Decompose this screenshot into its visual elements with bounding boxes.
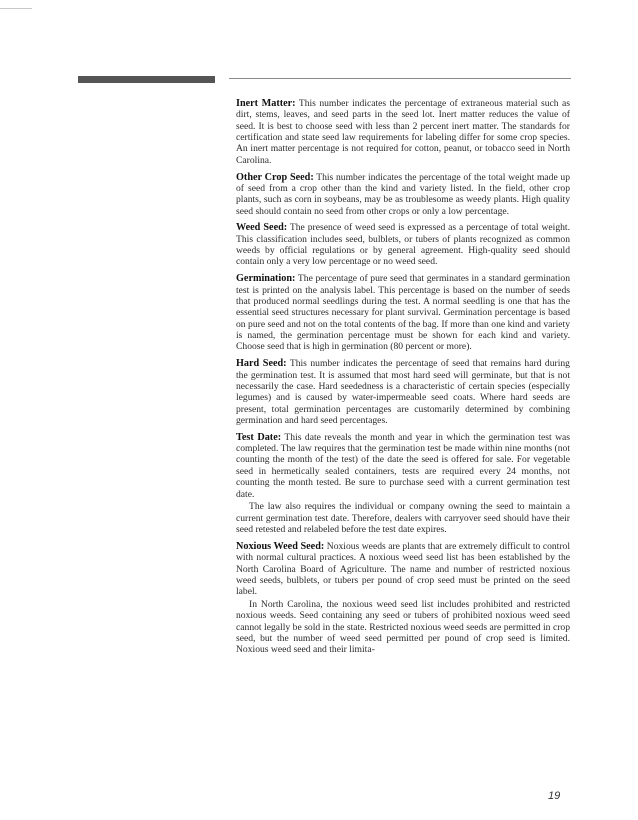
term-inert-matter: Inert Matter: [236, 98, 296, 109]
text-inert-matter: This number indicates the percentage of extraneous material such as dirt, stems, leaves, and seed parts in the seed lot. Inert matter reduces the value of seed. It is best to choose seed with less than 2 percent inert matter. The standards for certification and state seed law requirements for labeling differ for some crop species. An inert matter percentage is not required for cotton, peanut, or tobacco seed in North Carolina. [236, 98, 570, 166]
body-text [236, 98, 570, 661]
text-noxious-weed-seed: Noxious weeds are plants that are extremely difficult to control with normal cultural practices. A noxious weed seed list has been established by the North Carolina Board of Agriculture. The name and number of restricted noxious weed seeds, bulblets, or tubers per pound of crop seed must be printed on the seed label. [236, 540, 570, 598]
page-number: 19 [548, 790, 561, 802]
paragraph-inert-matter [236, 98, 570, 166]
paragraph-noxious-weed-seed-continued: In North Carolina, the noxious weed seed list includes prohibited and restricted noxious weeds. Seed containing any seed or tubers of prohibited noxious weed seed cannot legally be sold in the state. Restricted noxious weed seeds are permitted in crop seed, but the number of weed seed permitted per pound of crop seed is limited. Noxious weed seed and their limita- [236, 599, 570, 656]
header-rule-thin [229, 78, 571, 79]
term-hard-seed: Hard Seed: [236, 358, 287, 370]
paragraph-test-date-continued: The law also requires the individual or company owning the seed to maintain a current germination test date. Therefore, dealers with carryover seed should have their seed retested and relabeled before the test date expires. [236, 501, 570, 536]
text-test-date: This date reveals the month and year in which the germination test was completed. The law requires that the germination test be made within nine months (not counting the month of the test) of the date the seed is offered for sale. For vegetable seed in hermetically sealed containers, tests are required every 24 months, not counting the month tested. Be sure to purchase seed with a current germination test date. [236, 431, 570, 500]
term-other-crop-seed: Other Crop Seed: [236, 171, 314, 183]
paragraph-noxious-weed-seed [236, 541, 570, 598]
term-test-date: Test Date: [236, 431, 282, 443]
text-germination: The percentage of pure seed that germinates in a standard germination test is printed on the analysis label. This percentage is based on the number of seeds that produced normal seedlings during the test. A normal seedling is one that has the essential seed structures necessary for plant survival. Germination percentage is based on pure seed and not on the total contents of the bag. If more than one kind and variety is named, the germination percentage must be shown for each kind and variety. Choose seed that is high in germination (80 percent or more). [236, 273, 570, 353]
term-weed-seed: Weed Seed: [236, 222, 288, 234]
paragraph-hard-seed [236, 358, 570, 426]
paragraph-test-date [236, 432, 570, 500]
text-other-crop-seed: This number indicates the percentage of the total weight made up of seed from a crop other than the kind and variety listed. In the field, other crop plants, such as corn in soybeans, may be as troublesome as weedy plants. High quality seed should contain no seed from other crops or only a low percentage. [236, 171, 570, 217]
paragraph-weed-seed [236, 222, 570, 267]
term-germination: Germination: [236, 273, 296, 285]
term-noxious-weed-seed: Noxious Weed Seed: [236, 540, 325, 552]
paragraph-germination [236, 273, 570, 352]
text-hard-seed: This number indicates the percentage of seed that remains hard during the germination test. It is assumed that most hard seed will germinate, but that is not necessarily the case. Hard seededness is a characteristic of certain species (especially legumes) and is caused by water-impermeable seed coats. Where hard seeds are present, total germination percentages are customarily determined by combining germination and hard seed percentages. [236, 358, 570, 426]
header-rule-thick [78, 76, 215, 83]
paragraph-other-crop-seed [236, 172, 570, 217]
scan-corner-mark [0, 8, 32, 9]
text-weed-seed: The presence of weed seed is expressed as a percentage of total weight. This classification includes seed, bulblets, or tubers of plants recognized as common weeds by official regulations or by general agreement. High-quality seed should contain only a very low percentage or no weed seed. [236, 222, 570, 268]
